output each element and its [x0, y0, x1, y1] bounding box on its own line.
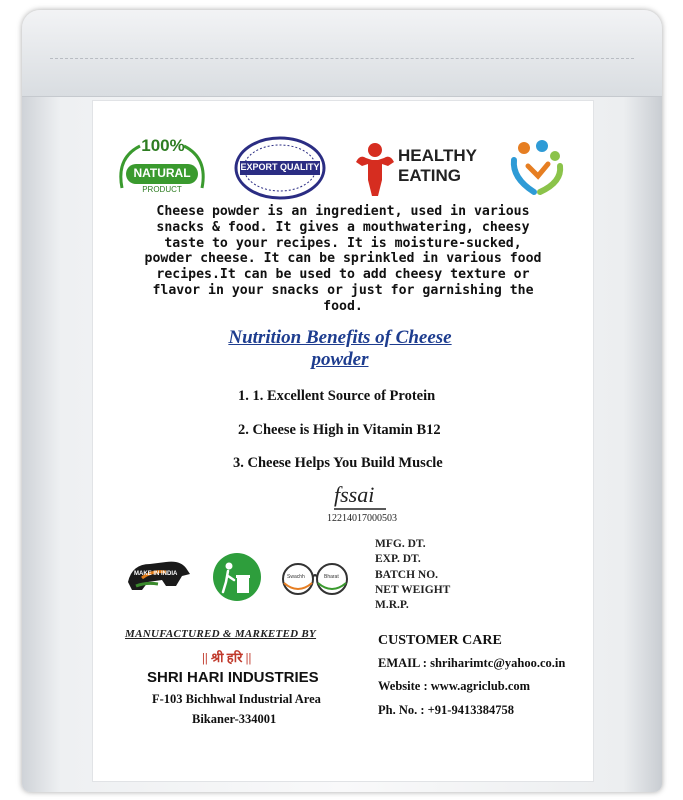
nutrition-title-line1: Nutrition Benefits of Cheese — [228, 327, 452, 348]
nutrition-title-line2: powder — [311, 349, 369, 370]
make-in-india-logo — [122, 552, 194, 596]
swachh-bharat-logo — [278, 557, 352, 599]
bharat-text: Bharat — [324, 574, 339, 580]
fssai-license-number: 12214017000503 — [327, 513, 397, 524]
dispose-properly-logo — [212, 552, 262, 602]
swachh-text: Swachh — [287, 574, 305, 580]
customer-care-phone: Ph. No. : +91-9413384758 — [378, 703, 514, 717]
fssai-underline-icon — [334, 506, 390, 512]
eating-text: EATING — [398, 166, 461, 185]
benefit-item: 1. 1. Excellent Source of Protein — [238, 388, 436, 404]
net-weight-label: NET WEIGHT — [375, 583, 451, 596]
hindi-blessing: || श्री हरि || — [202, 650, 252, 665]
description-line: Cheese powder is an ingredient, used in various — [156, 204, 530, 219]
healthy-eating-badge — [352, 140, 488, 198]
family-heart-logo — [508, 138, 570, 198]
description-line: recipes.It can be used to add cheesy texture or — [156, 267, 530, 283]
benefit-item: 3. Cheese Helps You Build Muscle — [233, 455, 443, 471]
natural-percent: 100% — [141, 136, 185, 155]
trash-man-icon — [212, 552, 262, 602]
address-line-1: F-103 Bichhwal Industrial Area — [152, 692, 321, 706]
family-heart-icon — [508, 138, 570, 198]
batch-no-label: BATCH NO. — [375, 568, 439, 581]
description-line: snacks & food. It gives a mouthwatering, cheesy — [156, 219, 530, 235]
healthy-text: HEALTHY — [398, 146, 478, 165]
natural-word: NATURAL — [133, 166, 191, 180]
fssai-logo-text: fssai — [334, 482, 375, 507]
description-line: flavor in your snacks or just for garnishing the — [152, 282, 534, 298]
export-quality-text: EXPORT QUALITY — [240, 162, 320, 172]
company-name: SHRI HARI INDUSTRIES — [147, 669, 319, 686]
customer-care-heading: CUSTOMER CARE — [378, 633, 502, 648]
manufacturer-heading: MANUFACTURED & MARKETED BY — [125, 628, 317, 640]
description-line: food. — [323, 298, 363, 314]
strong-man-icon — [352, 140, 398, 198]
description-line: powder cheese. It can be sprinkled in various food — [144, 251, 542, 267]
export-quality-seal — [232, 136, 328, 200]
benefit-item: 2. Cheese is High in Vitamin B12 — [238, 422, 441, 438]
mrp-label: M.R.P. — [375, 599, 409, 612]
natural-sub: PRODUCT — [142, 185, 182, 194]
fssai-logo — [334, 482, 394, 512]
mfg-date-label: MFG. DT. — [375, 538, 426, 550]
pouch-seal-top — [22, 10, 662, 97]
product-description — [108, 204, 578, 315]
exp-date-label: EXP. DT. — [375, 553, 421, 566]
customer-care-website: Website : www.agriclub.com — [378, 679, 531, 693]
make-in-india-text: MAKE IN INDIA — [134, 571, 178, 577]
nutrition-title — [140, 327, 540, 371]
product-info-list — [375, 537, 450, 613]
address-line-2: Bikaner-334001 — [192, 712, 277, 726]
customer-care-email: EMAIL : shriharimtc@yahoo.co.in — [378, 656, 566, 670]
natural-product-badge — [114, 138, 210, 198]
badge-row — [112, 138, 582, 200]
description-line: taste to your recipes. It is moisture-sucked, — [164, 235, 522, 251]
tear-line — [50, 58, 634, 59]
